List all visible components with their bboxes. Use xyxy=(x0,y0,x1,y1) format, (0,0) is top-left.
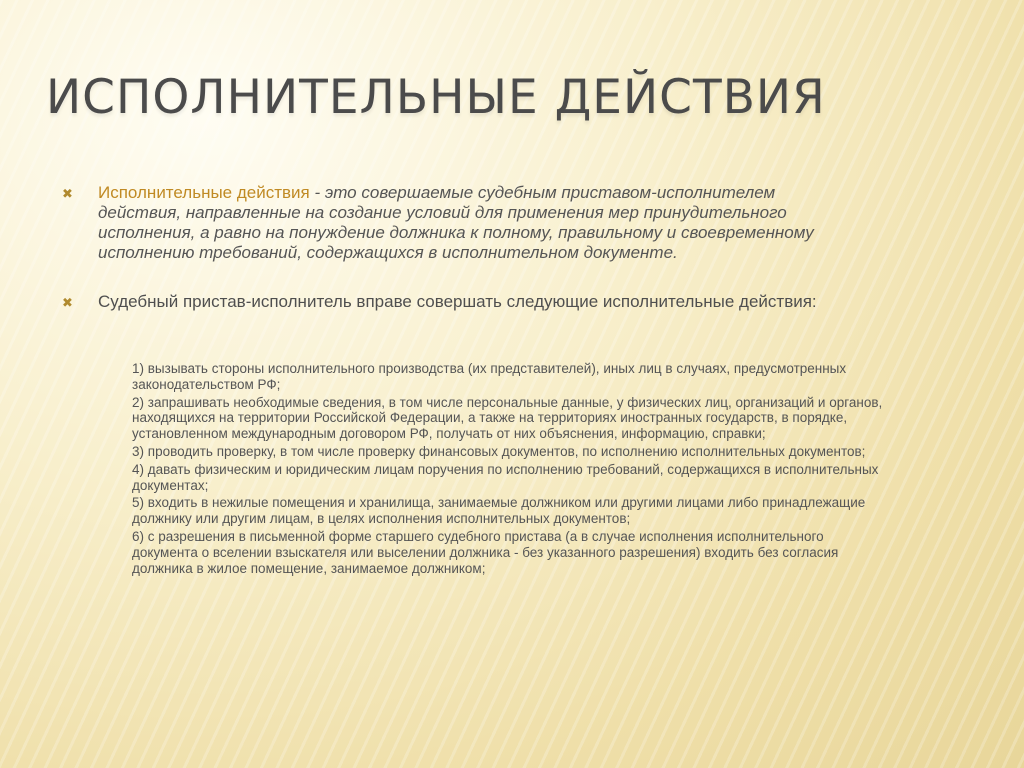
bullet-text: Судебный пристав-исполнитель вправе совершать следующие исполнительные действия: xyxy=(98,292,817,311)
list-item: 2) запрашивать необходимые сведения, в том числе персональные данные, у физических лиц, организаций и органов, находящихся на территории Российской Федерации, а также на территориях иностранных государств, в порядке, установленном международным договором РФ, получать от них объяснения, информацию, справки; xyxy=(132,394,883,442)
cross-bullet-icon: ✖ xyxy=(62,295,73,310)
bullet-text xyxy=(98,183,862,263)
list-item: 1) вызывать стороны исполнительного производства (их представителей), иных лиц в случаях, предусмотренных законодательством РФ; xyxy=(132,361,847,392)
cross-bullet-icon: ✖ xyxy=(62,186,73,201)
list-item: 4) давать физическим и юридическим лицам поручения по исполнению требований, содержащихся в исполнительных документах; xyxy=(132,461,879,493)
term-highlight: Исполнительные действия xyxy=(98,183,310,202)
bullet-powers xyxy=(62,292,862,312)
definition-text: - это совершаемые судебным приставом-исполнителем действия, направленные на создание условий для применения мер принудительного исполнения, а равно на понуждение должника к полному, правильному и своевременному исполнению требований, содержащихся в исполнительном документе. xyxy=(98,183,814,262)
slide-title: ИСПОЛНИТЕЛЬНЫЕ ДЕЙСТВИЯ xyxy=(46,70,826,125)
list-item: 6) с разрешения в письменной форме старшего судебного пристава (а в случае исполнения исполнительного документа о вселении взыскателя или выселении должника - без указанного разрешения) входить без согласия должника в жилое помещение, занимаемое должником; xyxy=(132,528,839,576)
list-item: 3) проводить проверку, в том числе проверку финансовых документов, по исполнению исполнительных документов; xyxy=(132,443,866,459)
actions-list xyxy=(132,361,892,578)
list-item: 5) входить в нежилые помещения и хранилища, занимаемые должником или другими лицами либо принадлежащие должнику или другим лицам, в целях исполнения исполнительных документов; xyxy=(132,495,866,527)
bullet-definition xyxy=(62,183,862,263)
